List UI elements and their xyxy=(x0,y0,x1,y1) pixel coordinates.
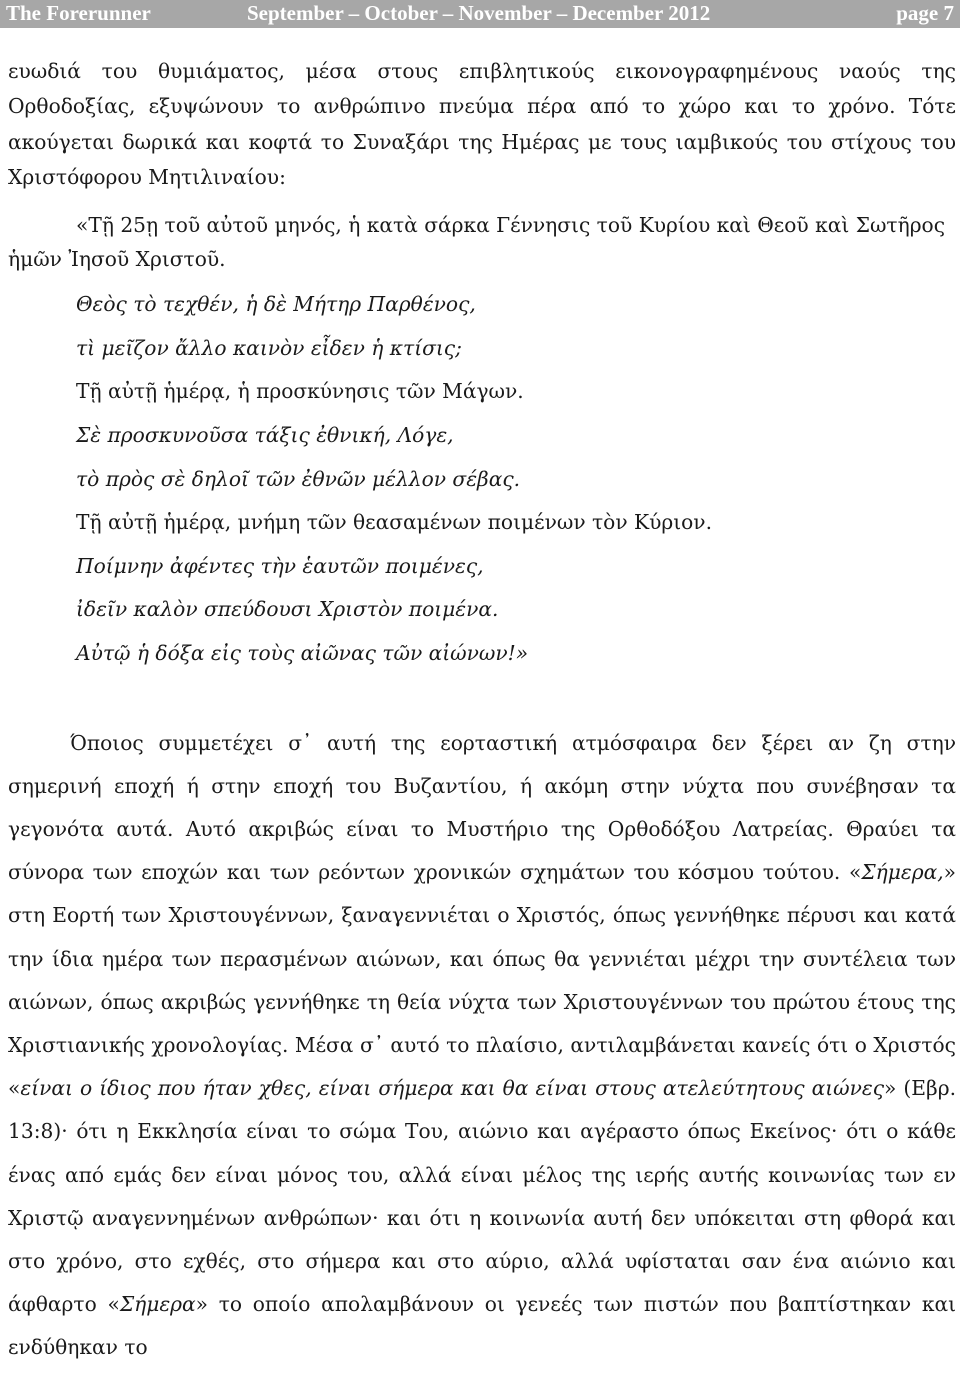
page-number: page 7 xyxy=(896,1,954,25)
article-body xyxy=(8,54,956,1370)
body-text-segment: Όποιος συμμετέχει σ᾽ αυτή της εορταστική ατμόσφαιρα δεν ξέρει αν ζη στην σημερινή εποχή ή στην εποχή του Βυζαντίου, ή ακόμη στην νύχτα που συνέβησαν τα γεγονότα αυτά. Αυτό ακριβώς είναι το Μυστήριο της Ορθοδόξου Λατρείας. Θραύει τα σύνορα των εποχών και των ρεόντων χρονικών σχημάτων του κόσμου τούτου. « xyxy=(8,730,956,885)
main-paragraph xyxy=(8,722,956,1370)
verse-line: Τῇ αὐτῇ ἡμέρᾳ, ἡ προσκύνησις τῶν Μάγων. xyxy=(76,379,524,404)
issue-date-range: September – October – November – December 2012 xyxy=(247,1,711,25)
verse-line: Σὲ προσκυνοῦσα τάξις ἐθνική, Λόγε, xyxy=(76,423,454,447)
emphasis-hebrews-quote: είναι ο ίδιος που ήταν χθες, είναι σήμερα και θα είναι στους ατελεύτητους αιώνες xyxy=(20,1076,885,1101)
synaxarion-quote-opening: «Τῇ 25ῃ τοῦ αὐτοῦ μηνός, ἡ κατὰ σάρκα Γέννησις τοῦ Κυρίου καὶ Θεοῦ καὶ Σωτῆρος ἡμῶν Ἰησοῦ Χριστοῦ. xyxy=(8,212,946,272)
intro-paragraph: ευωδιά του θυμιάματος, μέσα στους επιβλητικούς εικονογραφημένους ναούς της Ορθοδοξίας, εξυψώνουν το ανθρώπινο πνεύμα πέρα από το χώρο και το χρόνο. Τότε ακούγεται δωρικά και κοφτά το Συναξάρι της Ημέρας με τους ιαμβικούς του στίχους του Χριστόφορου Μητιλιναίου: xyxy=(8,59,956,190)
emphasis-simera-2: Σήμερα xyxy=(119,1292,196,1317)
synaxarion-verses xyxy=(8,283,956,675)
verse-line: Αὐτῷ ἡ δόξα εἰς τοὺς αἰῶνας τῶν αἰώνων!» xyxy=(76,640,529,665)
emphasis-simera: Σήμερα, xyxy=(861,860,944,885)
publication-name: The Forerunner xyxy=(6,1,151,25)
verse-line: Ποίμνην ἀφέντες τὴν ἑαυτῶν ποιμένες, xyxy=(76,553,484,578)
body-text-segment: » στη Εορτή των Χριστουγέννων, ξαναγεννιέται ο Χριστός, όπως γεννήθηκε πέρυσι και κατά την ίδια ημέρα των περασμένων αιώνων, και όπως θα γεννιέται μέχρι την συντέλεια των αιώνων, όπως ακριβώς γεννήθηκε τη θεία νύχτα των Χριστουγέννων του πρώτου έτους της Χριστιανικής χρονολογίας. Μέσα σ᾽ αυτό το πλαίσιο, αντιλαμβάνεται κανείς ότι ο Χριστός « xyxy=(8,860,956,1101)
verse-line: τὶ μεῖζον ἄλλο καινὸν εἶδεν ἡ κτίσις; xyxy=(76,335,462,360)
verse-line: Θεὸς τὸ τεχθέν, ἡ δὲ Μήτηρ Παρθένος, xyxy=(76,292,476,317)
verse-line: Τῇ αὐτῇ ἡμέρᾳ, μνήμη τῶν θεασαμένων ποιμένων τὸν Κύριον. xyxy=(76,510,712,535)
page-header xyxy=(0,0,960,28)
body-text-segment: » (Εβρ. 13:8)· ότι η Εκκλησία είναι το σώμα Του, αιώνιο και αγέραστο όπως Εκείνος· ότι ο κάθε ένας από εμάς δεν είναι μόνος του, αλλά είναι μέλος της ιερής αυτής κοινωνίας των εν Χριστῷ αναγεννημένων ανθρώπων· και ότι η κοινωνία αυτή δεν υπόκειται στη φθορά και στο χρόνο, στο εχθές, στο σήμερα και στο αύριο, αλλά υφίσταται σαν ένα αιώνιο και άφθαρτο « xyxy=(8,1076,956,1317)
body-text-segment: » το οποίο απολαμβάνουν οι γενεές των πιστών που βαπτίστηκαν και ενδύθηκαν το xyxy=(8,1292,956,1360)
verse-line: τὸ πρὸς σὲ δηλοῖ τῶν ἐθνῶν μέλλον σέβας. xyxy=(76,466,521,491)
verse-line: ἰδεῖν καλὸν σπεύδουσι Χριστὸν ποιμένα. xyxy=(76,597,499,622)
